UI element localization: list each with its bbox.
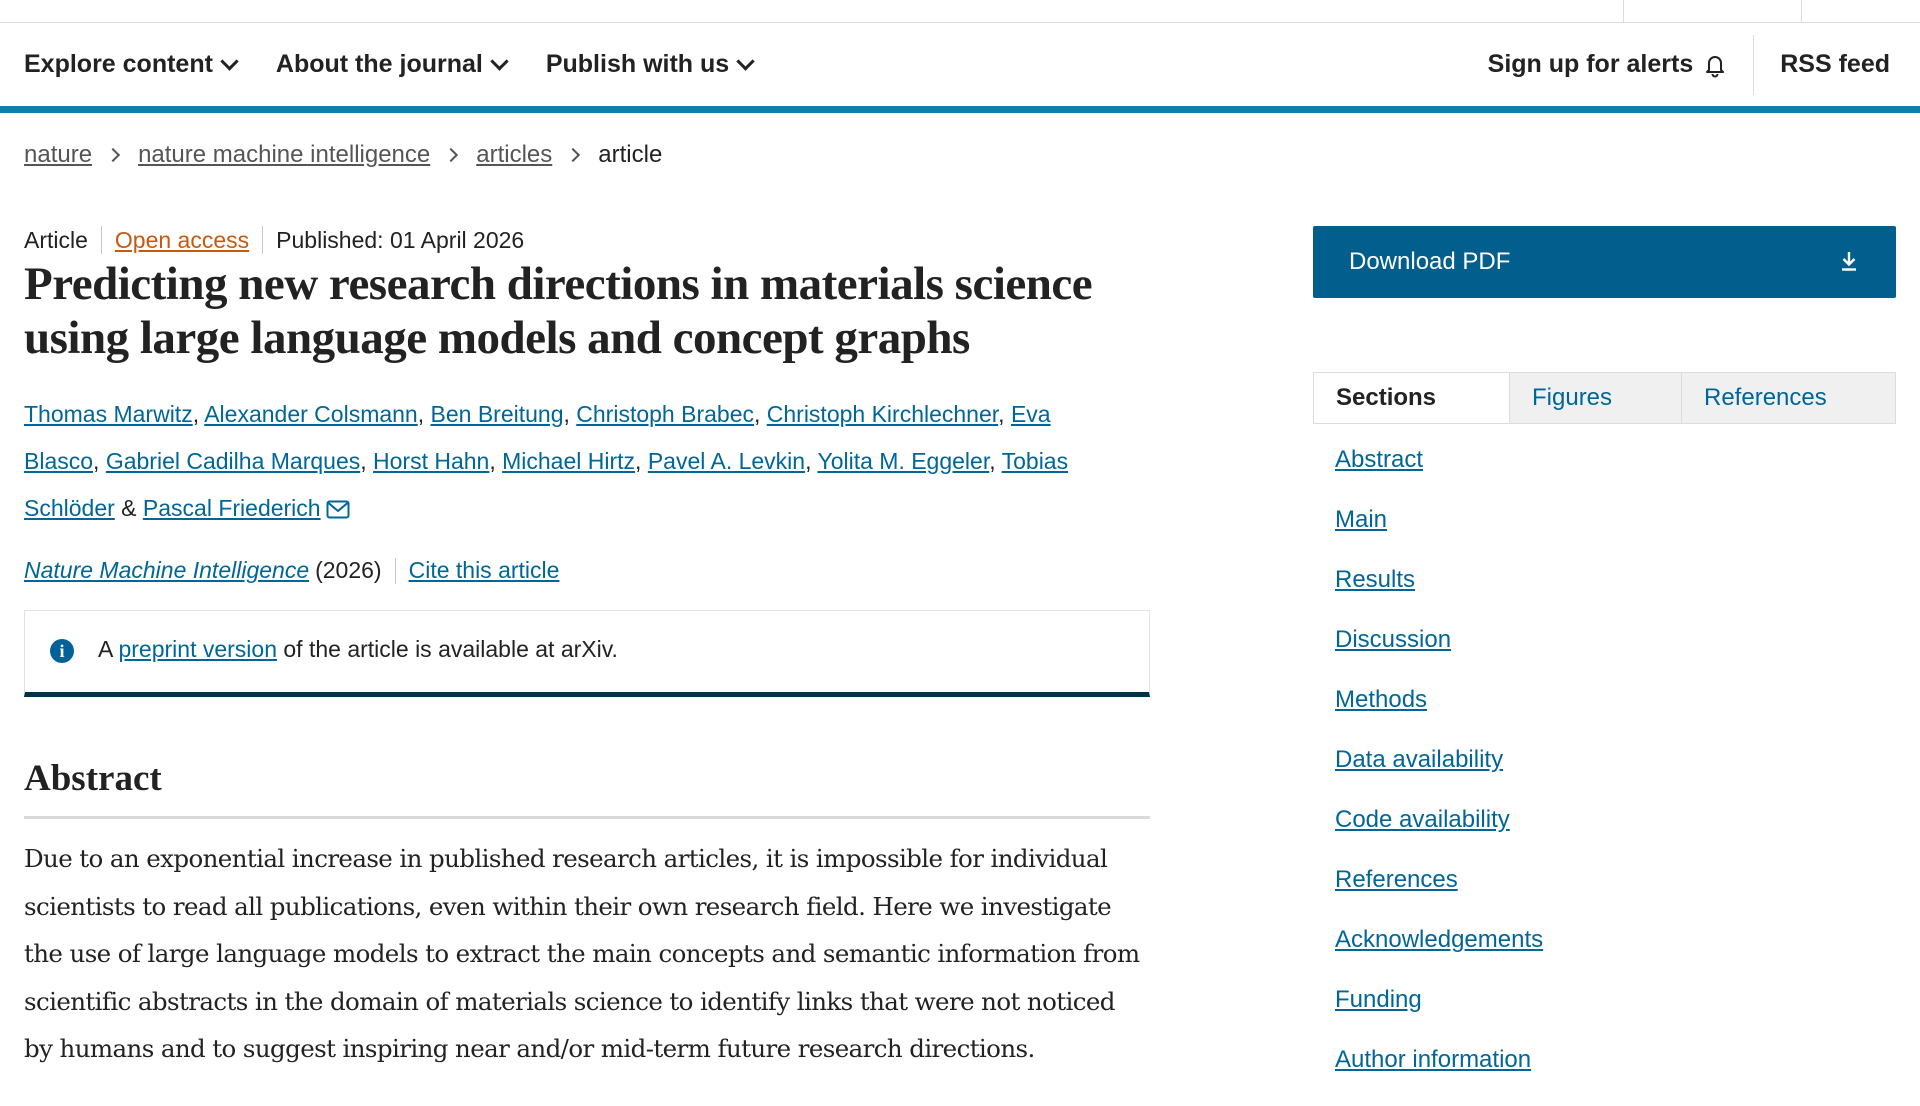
chevron-right-icon <box>566 148 580 162</box>
rss-feed-link[interactable]: RSS feed <box>1780 50 1890 78</box>
breadcrumb-nature[interactable]: nature <box>24 141 93 168</box>
sidebar-tabs <box>1313 372 1896 424</box>
preprint-notice <box>24 610 1150 697</box>
article-type: Article <box>24 226 88 253</box>
meta-divider <box>101 226 102 254</box>
section-link-code-availability[interactable]: Code availability <box>1335 806 1510 833</box>
list-item <box>1335 926 1543 986</box>
notice-prefix: A <box>98 636 113 662</box>
article-meta <box>24 226 524 254</box>
section-link-references[interactable]: References <box>1335 866 1458 893</box>
publication-year: (2026) <box>315 557 382 583</box>
tab-sections[interactable]: Sections <box>1314 373 1509 423</box>
author-link[interactable]: Alexander Colsmann <box>204 401 418 427</box>
list-item <box>1335 446 1543 506</box>
nav-accent-bar <box>0 106 1920 113</box>
top-strip-divider <box>1623 0 1624 22</box>
list-item <box>1335 806 1543 866</box>
chevron-down-icon <box>220 52 238 70</box>
nav-menu <box>24 23 752 106</box>
published-date: Published: 01 April 2026 <box>276 226 525 253</box>
nav-about-journal[interactable] <box>276 50 506 79</box>
author-link[interactable]: Gabriel Cadilha Marques <box>105 448 361 474</box>
list-item <box>1335 686 1543 746</box>
nav-item-label: About the journal <box>275 50 483 78</box>
open-access-link[interactable]: Open access <box>114 226 250 253</box>
chevron-down-icon <box>490 52 508 70</box>
citation-line <box>24 557 559 584</box>
nav-item-label: Publish with us <box>545 50 730 78</box>
author-link[interactable]: Christoph Kirchlechner <box>766 401 999 427</box>
list-item <box>1335 506 1543 566</box>
breadcrumb-current: article <box>598 141 663 168</box>
section-link-funding[interactable]: Funding <box>1335 986 1422 1013</box>
corresponding-author-link[interactable]: Pascal Friederich <box>142 495 321 521</box>
list-item <box>1335 866 1543 926</box>
author-list: Thomas Marwitz, Alexander Colsmann, Ben Breitung, Christoph Brabec, Christoph Kirchlechner, Eva Blasco, Gabriel Cadilha Marques, Horst Hahn, Michael Hirtz, Pavel A. Levkin, Yolita M. Eggeler, Tobias Schlöder & Pascal Friederich <box>24 401 1069 521</box>
nav-item-label: Explore content <box>24 50 213 78</box>
top-strip-divider <box>1801 0 1802 22</box>
breadcrumb <box>24 141 662 169</box>
section-link-main[interactable]: Main <box>1335 506 1388 533</box>
breadcrumb-journal[interactable]: nature machine intelligence <box>138 141 431 168</box>
tab-figures[interactable]: Figures <box>1509 373 1681 423</box>
author-link[interactable]: Pavel A. Levkin <box>647 448 806 474</box>
author-link[interactable]: Christoph Brabec <box>576 401 754 427</box>
mail-icon[interactable] <box>326 500 350 519</box>
nav-publish-with-us[interactable] <box>546 50 752 79</box>
section-link-abstract[interactable]: Abstract <box>1335 446 1424 473</box>
nav-explore-content[interactable] <box>24 50 236 79</box>
list-item <box>1335 566 1543 626</box>
section-link-author-information[interactable]: Author information <box>1335 1046 1532 1073</box>
abstract-text: Due to an exponential increase in published research articles, it is impossible for individual scientists to read all publications, even within their own research field. Here we investigate the use of large language models to extract the main concepts and semantic information from scientific abstracts in the domain of materials science to identify links that were not noticed by humans and to suggest inspiring near and/or mid-term future research directions. <box>24 844 1140 1063</box>
sign-up-alerts-link[interactable] <box>1488 50 1754 79</box>
section-link-results[interactable]: Results <box>1335 566 1416 593</box>
list-item <box>1335 626 1543 686</box>
download-icon <box>1840 250 1858 272</box>
author-link[interactable]: Ben Breitung <box>430 401 564 427</box>
section-link-discussion[interactable]: Discussion <box>1335 626 1452 653</box>
journal-link[interactable]: Nature Machine Intelligence <box>24 557 310 583</box>
abstract-heading: Abstract <box>24 757 1150 819</box>
list-item <box>1335 1046 1543 1106</box>
bell-icon <box>1703 52 1727 78</box>
cite-article-link[interactable]: Cite this article <box>408 557 560 583</box>
author-link[interactable]: Horst Hahn <box>373 448 490 474</box>
section-link-methods[interactable]: Methods <box>1335 686 1428 713</box>
meta-divider <box>262 226 263 254</box>
author-link[interactable]: Eva Blasco <box>24 401 1051 474</box>
article-title: Predicting new research directions in materials science using large language models and concept graphs <box>24 258 1093 364</box>
meta-divider <box>395 558 396 584</box>
author-link[interactable]: Yolita M. Eggeler <box>817 448 990 474</box>
info-icon: i <box>50 639 74 663</box>
download-pdf-button[interactable] <box>1313 226 1896 298</box>
section-link-data-availability[interactable]: Data availability <box>1335 746 1504 773</box>
breadcrumb-articles[interactable]: articles <box>476 141 553 168</box>
notice-suffix: of the article is available at arXiv. <box>283 636 618 662</box>
author-link[interactable]: Thomas Marwitz <box>24 401 193 427</box>
preprint-version-link[interactable]: preprint version <box>118 636 277 662</box>
top-utility-strip <box>0 0 1920 23</box>
list-item <box>1335 746 1543 806</box>
sections-list <box>1335 446 1543 1106</box>
main-nav <box>0 23 1920 106</box>
author-link[interactable]: Tobias Schlöder <box>24 448 1069 521</box>
nav-actions <box>1488 23 1920 106</box>
tab-references[interactable]: References <box>1681 373 1895 423</box>
section-link-acknowledgements[interactable]: Acknowledgements <box>1335 926 1544 953</box>
chevron-right-icon <box>444 148 458 162</box>
alerts-label: Sign up for alerts <box>1487 50 1694 78</box>
chevron-right-icon <box>106 148 120 162</box>
chevron-down-icon <box>736 52 754 70</box>
download-pdf-label: Download PDF <box>1349 248 1511 275</box>
list-item <box>1335 986 1543 1046</box>
author-link[interactable]: Michael Hirtz <box>502 448 636 474</box>
notice-text <box>98 636 618 663</box>
